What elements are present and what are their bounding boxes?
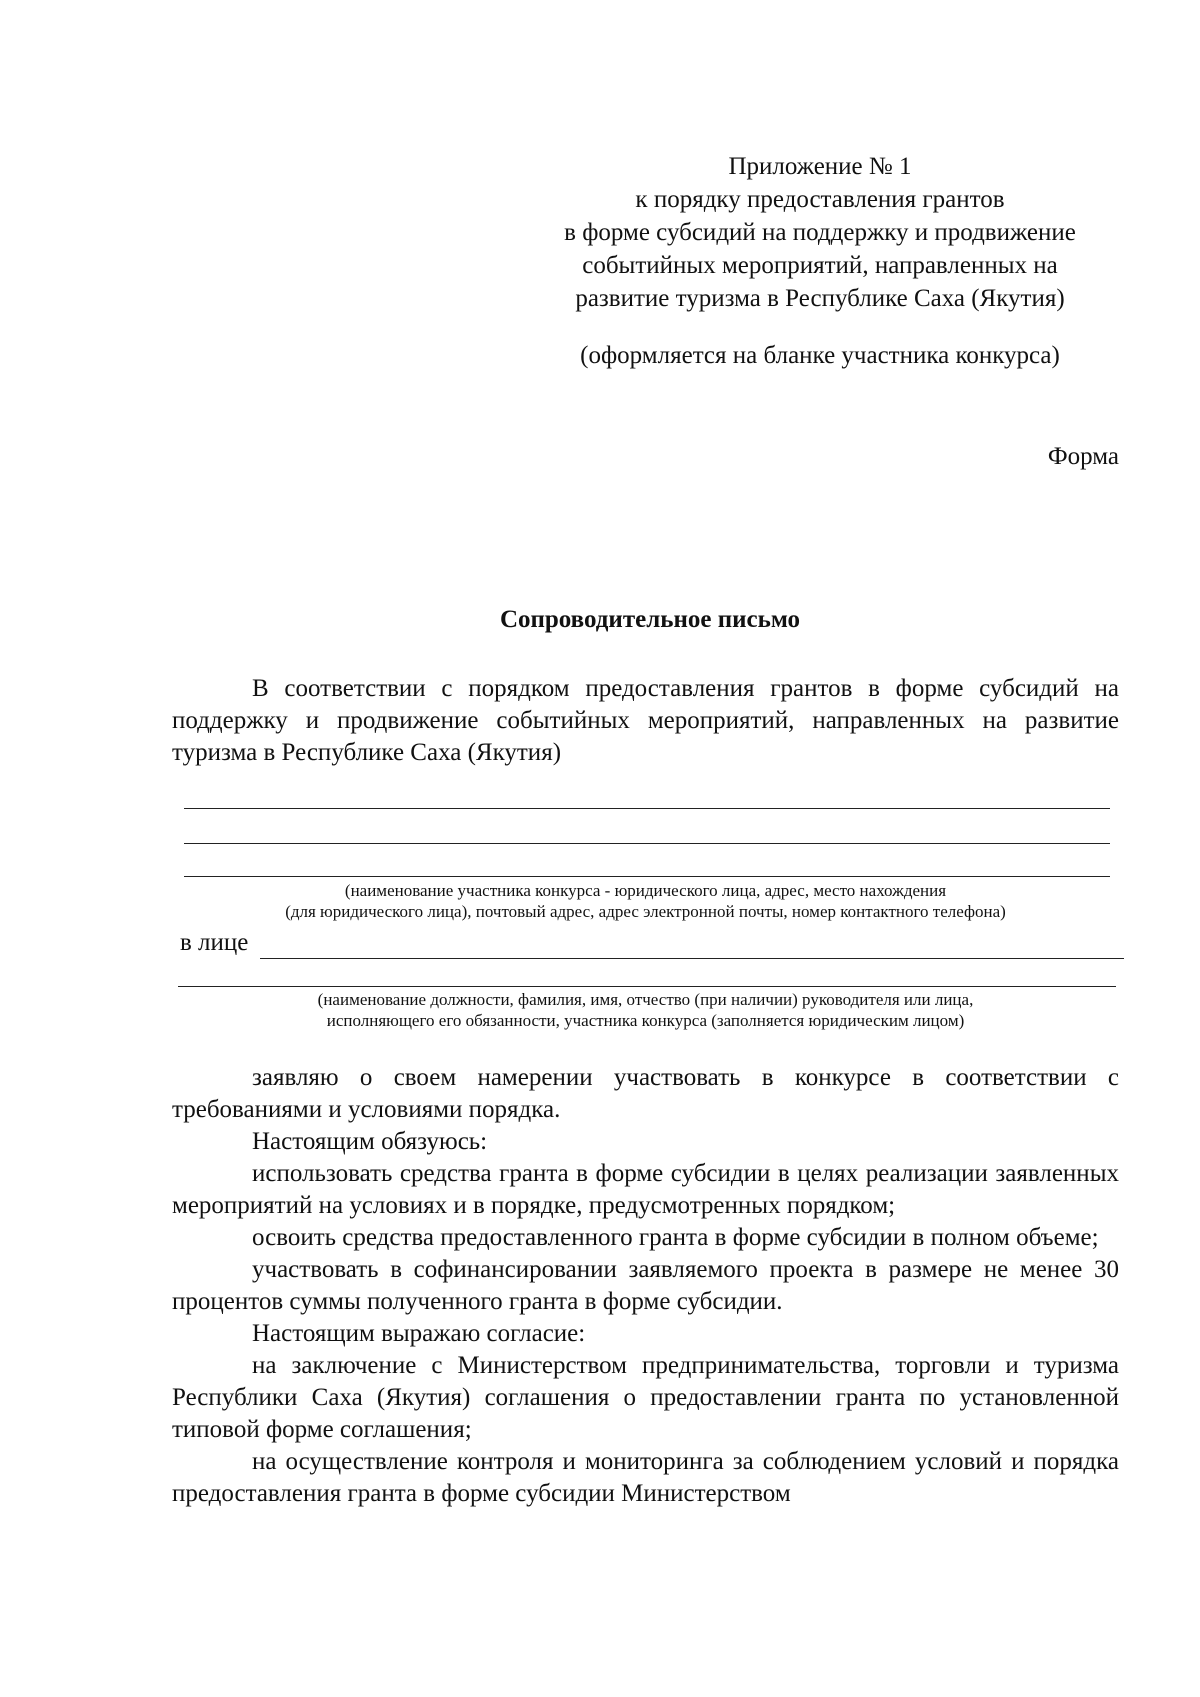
fill-line-2[interactable]: [184, 843, 1110, 844]
consent-control: на осуществление контроля и мониторинга за соблюдением условий и порядка предоставления гранта в форме субсидии Министерством: [172, 1448, 1119, 1507]
in-person-label: в лице: [180, 929, 249, 956]
participant-caption-line-1: (наименование участника конкурса - юридического лица, адрес, место нахождения: [344, 881, 947, 900]
representative-row: [180, 927, 1124, 959]
appendix-line-3: в форме субсидий на поддержку и продвижение: [564, 219, 1076, 246]
appendix-line-2: к порядку предоставления грантов: [635, 186, 1005, 213]
participant-caption-line-2: (для юридического лица), почтовый адрес, адрес электронной почты, номер контактного телефона): [285, 902, 1006, 921]
fill-line-4[interactable]: [178, 986, 1116, 987]
fill-line-3[interactable]: [184, 876, 1110, 877]
fill-line-1[interactable]: [184, 808, 1110, 809]
intro-paragraph: [172, 673, 1119, 769]
participant-caption: [172, 880, 1119, 922]
representative-fill-line[interactable]: [260, 934, 1124, 959]
representative-caption-line-2: исполняющего его обязанности, участника конкурса (заполняется юридическим лицом): [326, 1011, 965, 1030]
letter-body: [172, 1062, 1119, 1510]
obligation-spend-funds: освоить средства предоставленного гранта в форме субсидии в полном объеме;: [252, 1224, 1099, 1251]
document-title: Сопроводительное письмо: [499, 606, 801, 633]
form-label: Форма: [1047, 443, 1119, 470]
appendix-line-5: развитие туризма в Республике Саха (Якутия): [575, 285, 1065, 312]
representative-caption: [172, 989, 1119, 1031]
letterhead-note: (оформляется на бланке участника конкурса): [580, 342, 1060, 369]
declaration-paragraph: заявляю о своем намерении участвовать в конкурсе в соответствии с требованиями и условиями порядка.: [172, 1064, 1119, 1123]
obligation-use-funds: использовать средства гранта в форме субсидии в целях реализации заявленных мероприятий на условиях и в порядке, предусмотренных порядком;: [172, 1160, 1119, 1219]
obligations-heading: Настоящим обязуюсь:: [252, 1128, 488, 1155]
representative-caption-line-1: (наименование должности, фамилия, имя, отчество (при наличии) руководителя или лица,: [317, 990, 974, 1009]
intro-text: В соответствии с порядком предоставления грантов в форме субсидий на поддержку и продвижение событийных мероприятий, направленных на развитие туризма в Республике Саха (Якутия): [172, 675, 1119, 766]
consent-agreement: на заключение с Министерством предпринимательства, торговли и туризма Республики Саха (Якутия) соглашения о предоставлении гранта по установленной типовой форме соглашения;: [172, 1352, 1119, 1443]
obligation-cofinancing: участвовать в софинансировании заявляемого проекта в размере не менее 30 процентов суммы полученного гранта в форме субсидии.: [172, 1256, 1119, 1315]
appendix-line-4: событийных мероприятий, направленных на: [582, 252, 1058, 279]
consent-heading: Настоящим выражаю согласие:: [252, 1320, 586, 1347]
appendix-header: [520, 150, 1120, 372]
appendix-number: Приложение № 1: [728, 153, 912, 180]
